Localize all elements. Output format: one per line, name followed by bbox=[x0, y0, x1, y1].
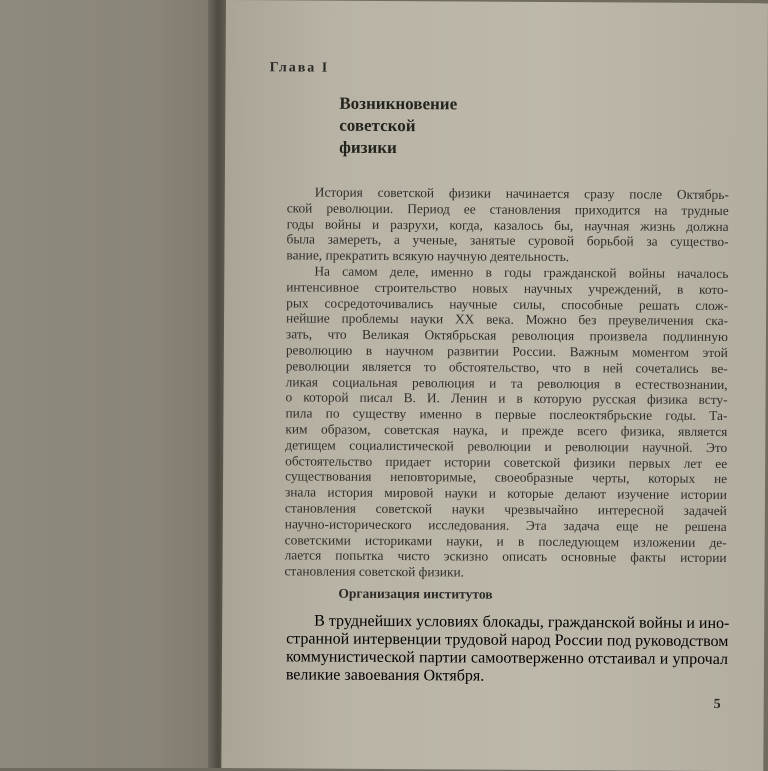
text-line: революцию в научном развитии России. Важным моментом этой bbox=[285, 342, 728, 361]
paragraph-2 bbox=[284, 263, 728, 582]
text-line: пила по существу именно в первые послеоктябрьские годы. Та- bbox=[285, 405, 728, 424]
chapter-label: Глава I bbox=[269, 60, 330, 76]
text-line: странной интервенции трудовой народ России под руководством bbox=[286, 630, 729, 651]
section-heading: Организация институтов bbox=[338, 585, 493, 602]
text-line: зать, что Великая Октябрьская революция произвела подлинную bbox=[285, 326, 728, 345]
text-line: На самом деле, именно в годы гражданской войны началось bbox=[314, 263, 729, 282]
text-line: была замереть, а ученые, занятые суровой борьбой за существо- bbox=[286, 231, 729, 250]
text-line: нейшие проблемы науки XX века. Можно без преувеличения ска- bbox=[286, 310, 729, 329]
text-line: детищем социалистической революции и революции научной. Это bbox=[285, 437, 728, 455]
text-line: становления советской науки чрезвычайно интересной задачей bbox=[284, 500, 727, 519]
chapter-title: Возникновение советской физики bbox=[339, 93, 458, 158]
text-line: великие завоевания Октября. bbox=[285, 666, 485, 685]
text-line: ской революции. Период ее становления приходится на трудные bbox=[286, 200, 729, 218]
text-line: вание, прекратить всякую научную деятельность. bbox=[286, 247, 570, 265]
text-line: коммунистической партии самоотверженно отстаивал и упрочал bbox=[285, 648, 729, 669]
text-line: годы войны и разрухи, когда, казалось бы, научная жизнь должна bbox=[286, 215, 729, 234]
paragraph-3 bbox=[286, 612, 728, 687]
body-text-section bbox=[286, 612, 728, 687]
text-line: рых сосредоточивались научные силы, способные решать слож- bbox=[286, 294, 729, 313]
text-line: ликая социальная революция и та революция в естествознании, bbox=[285, 373, 728, 392]
text-line: лается попытка чисто эскизно описать основные факты истории bbox=[284, 547, 727, 566]
text-line: знала история мировой науки и которые делают изучение истории bbox=[284, 484, 728, 503]
text-line: революции является то обстоятельство, что в ней сочетались ве- bbox=[285, 358, 728, 376]
left-page bbox=[0, 0, 220, 768]
page-number: 5 bbox=[713, 696, 721, 713]
text-line: интенсивное строительство новых научных учреждений, в кото- bbox=[286, 279, 729, 297]
text-line: История советской физики начинается сразу после Октябрь- bbox=[314, 184, 729, 203]
text-line: становления советской физики. bbox=[284, 563, 465, 580]
text-line: советскими историками науки, и в последующем изложении де- bbox=[284, 531, 727, 550]
text-line: научно-исторического исследования. Эта задача еще не решена bbox=[284, 516, 727, 534]
text-line: В труднейших условиях блокады, гражданской войны и ино- bbox=[314, 612, 730, 633]
text-line: обстоятельство придает истории советской физики первых лет ее bbox=[285, 452, 728, 471]
paragraph-1 bbox=[286, 184, 728, 266]
text-line: существования неповторимые, своеобразные черты, которых не bbox=[285, 468, 728, 487]
text-line: ким образом, советская наука, и прежде всего физика, является bbox=[285, 421, 728, 440]
text-line: о которой писал В. И. Ленин и в которую русская физика всту- bbox=[285, 389, 728, 408]
body-text bbox=[284, 184, 728, 582]
right-page bbox=[221, 0, 768, 771]
